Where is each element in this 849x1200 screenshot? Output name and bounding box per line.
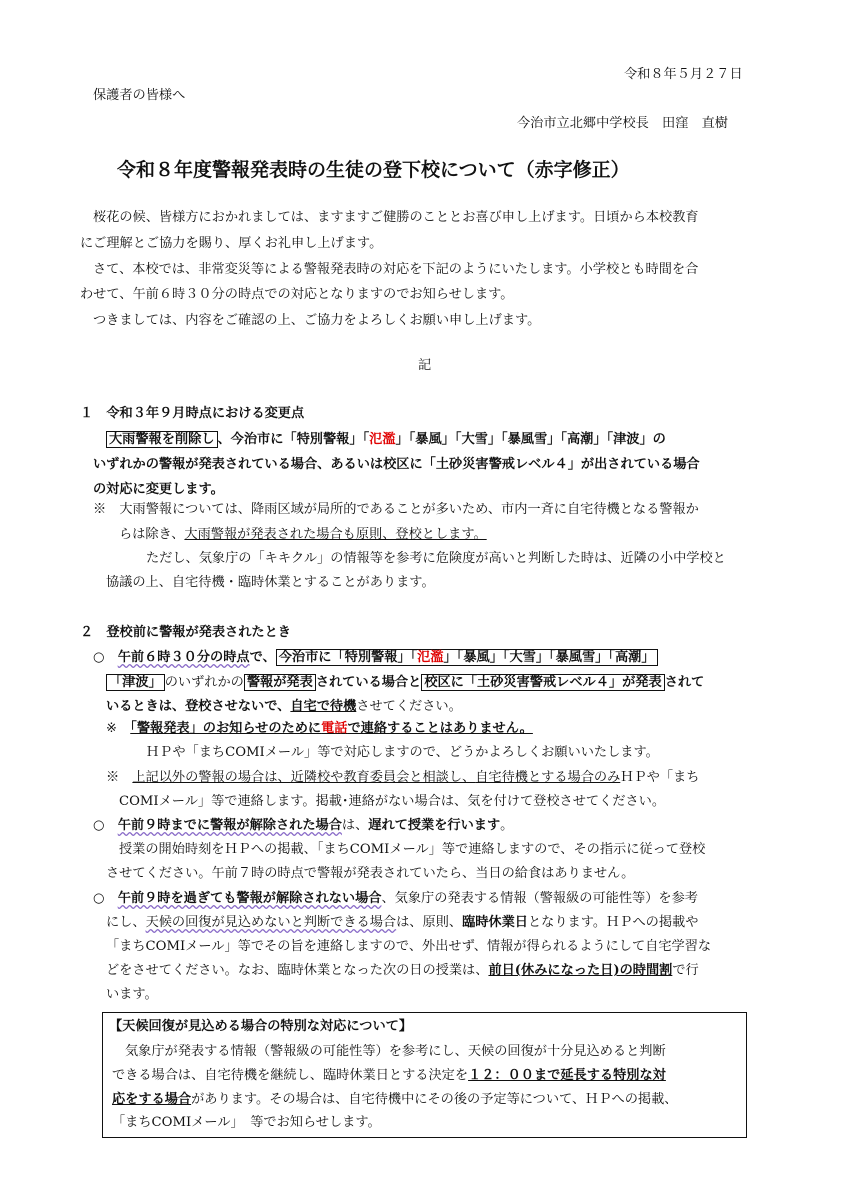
text: で、 bbox=[249, 650, 276, 665]
underlined-text: 応をする場合 bbox=[112, 1092, 192, 1107]
boxed-text: 校区に「土砂災害警戒レベル４」が発表 bbox=[421, 674, 664, 691]
section-2-case-2-line-2: 授業の開始時刻をＨＰへの掲載、「まちCOMIメール」等で連絡しますので、その指示に従って登校 bbox=[119, 842, 706, 857]
section-2-note-2-line-2: COMIメール」等で連絡します。掲載･連絡がない場合は、気を付けて登校させてください。 bbox=[119, 794, 666, 809]
section-2-case-1-line-2 bbox=[106, 675, 704, 691]
boxed-text: 「津波」 bbox=[106, 674, 165, 691]
wavy-text: 天候の回復が見込めないと判断できる場合 bbox=[145, 915, 397, 930]
section-1-line-3: の対応に変更します。 bbox=[93, 482, 224, 497]
ki-label: 記 bbox=[418, 358, 432, 373]
boxed-text: 大雨警報を削除し bbox=[106, 431, 218, 448]
note-mark: ※ bbox=[106, 770, 120, 785]
intro-line-1: 桜花の候、皆様方におかれましては、ますますご健勝のこととお喜び申し上げます。日頃から本校教育 bbox=[93, 210, 699, 225]
text: どをさせてください。なお、臨時休業となった次の日の授業は、 bbox=[106, 963, 489, 978]
text: させてください。 bbox=[356, 699, 462, 714]
text: は、原則、 bbox=[396, 915, 463, 930]
text: 臨時休業日 bbox=[462, 915, 528, 930]
sender: 今治市立北郷中学校長 田窪 直樹 bbox=[517, 116, 728, 131]
red-text: 氾濫 bbox=[369, 432, 396, 447]
section-2-case-2-line-1 bbox=[93, 818, 513, 834]
section-1-note-4: 協議の上、自宅待機・臨時休業とすることがあります。 bbox=[106, 575, 435, 590]
underlined-text: 上記以外の警報の場合は、近隣校や教育委員会と相談し、 bbox=[132, 770, 476, 785]
section-2-case-1-line-3 bbox=[106, 699, 462, 715]
section-2-case-3-line-4 bbox=[106, 963, 699, 979]
text: にし、 bbox=[106, 915, 146, 930]
underlined-text: 大雨警報が発表された場合も原則、登校とします。 bbox=[184, 527, 487, 542]
text: されている場合と bbox=[315, 675, 422, 690]
intro-line-3: さて、本校では、非常変災等による警報発表時の対応を下記のようにいたします。小学校とも時間を合 bbox=[93, 262, 699, 277]
section-2-case-3-line-3: 「まちCOMIメール」等でその旨を連絡しますので、外出せず、情報が得られるようにして自宅学習な bbox=[106, 939, 712, 954]
text: いるときは、登校させないで、 bbox=[106, 699, 291, 714]
text: 校区に「土砂災害警戒レベル４」が出されている場合 bbox=[383, 457, 700, 472]
text: 。 bbox=[500, 818, 514, 833]
text: できる場合は、自宅待機を継続し、臨時休業日とする決定を bbox=[112, 1068, 469, 1083]
text: で連絡することはありません。 bbox=[347, 721, 533, 736]
text: があります。その場合は、自宅待機中にその後の予定等について、ＨＰへの掲載、 bbox=[191, 1092, 678, 1107]
text: ＨＰや「まち bbox=[620, 770, 700, 785]
section-1-heading: １ 令和３年９月時点における変更点 bbox=[80, 406, 305, 421]
boxed-text bbox=[276, 649, 658, 666]
section-2-case-3-line-1 bbox=[93, 891, 698, 907]
text: 「警報発表」のお知らせのために bbox=[130, 721, 322, 736]
intro-line-2: にご理解とご協力を賜り、厚くお礼申し上げます。 bbox=[80, 236, 383, 251]
wavy-text: 午前９時を過ぎても警報が解除されない場合 bbox=[117, 891, 382, 906]
section-1-note-2 bbox=[119, 527, 487, 543]
boxed-text: 警報が発表 bbox=[244, 674, 316, 691]
text: いずれかの警報が発表されている場合、あるいは bbox=[93, 457, 384, 472]
section-2-case-3-line-5: います。 bbox=[106, 987, 158, 1002]
text: のいずれかの bbox=[164, 675, 244, 690]
section-2-case-1-line-1 bbox=[93, 650, 658, 666]
section-2-note-1 bbox=[106, 721, 533, 737]
section-1-note-3: ただし、気象庁の「キキクル」の情報等を参考に危険度が高いと判断した時は、近隣の小中学校と bbox=[146, 551, 726, 566]
text: らは除き、 bbox=[119, 527, 185, 542]
note-mark: ※ bbox=[106, 721, 118, 736]
special-notice-title: 【天候回復が見込める場合の特別な対応について】 bbox=[109, 1019, 413, 1034]
section-1-note-1: ※ 大雨警報については、降雨区域が局所的であることが多いため、市内一斉に自宅待機となる警報か bbox=[93, 502, 699, 517]
section-2-note-2 bbox=[106, 770, 699, 786]
text: 、今治市に「特別警報」「 bbox=[217, 432, 370, 447]
underlined-text: １２：００まで延長する特別な対 bbox=[468, 1068, 666, 1083]
text: 、気象庁の発表する情報（警報級の可能性等）を参考 bbox=[381, 891, 698, 906]
circle-bullet: ○ bbox=[93, 650, 105, 665]
underlined-text bbox=[130, 721, 533, 736]
red-text: 電話 bbox=[321, 721, 348, 736]
section-2-note-1-sub: ＨＰや「まちCOMIメール」等で対応しますので、どうかよろしくお願いいたします。 bbox=[146, 745, 659, 760]
recipient: 保護者の皆様へ bbox=[93, 88, 186, 103]
text: となります。ＨＰへの掲載や bbox=[528, 915, 699, 930]
section-2-case-3-line-2 bbox=[106, 915, 698, 931]
text: は、 bbox=[341, 818, 369, 833]
text: 」「暴風」「大雪」「暴風雪」「高潮」「津波」の bbox=[395, 432, 666, 447]
wavy-text: 午前６時３０分の時点 bbox=[117, 650, 250, 665]
text: 」「暴風」「大雪」「暴風雪」「高潮」 bbox=[443, 650, 655, 665]
section-1-line-1 bbox=[106, 432, 666, 448]
page-title: 令和８年度警報発表時の生徒の登下校について（赤字修正） bbox=[117, 159, 630, 181]
special-notice-line-4: 「まちCOMIメール」 等でお知らせします。 bbox=[112, 1115, 381, 1130]
section-1-line-2 bbox=[93, 457, 700, 473]
wavy-text: 午前９時までに警報が解除された場合 bbox=[117, 818, 342, 833]
text: で行 bbox=[672, 963, 699, 978]
circle-bullet: ○ bbox=[93, 891, 105, 906]
text: されて bbox=[664, 675, 705, 690]
intro-line-5: つきましては、内容をご確認の上、ご協力をよろしくお願い申し上げます。 bbox=[93, 313, 541, 328]
text: 今治市に「特別警報」「 bbox=[278, 650, 418, 665]
text: 遅れて授業を行います bbox=[368, 818, 501, 833]
intro-line-4: わせて、午前６時３０分の時点での対応となりますのでお知らせします。 bbox=[80, 287, 514, 302]
underlined-text: 前日(休みになった日)の時間割 bbox=[488, 963, 673, 978]
special-notice-line-1: 気象庁が発表する情報（警報級の可能性等）を参考にし、天候の回復が十分見込めると判断 bbox=[125, 1044, 666, 1059]
circle-bullet: ○ bbox=[93, 818, 105, 833]
underlined-text: 自宅待機とする場合のみ bbox=[475, 770, 621, 785]
special-notice-line-3 bbox=[112, 1092, 677, 1108]
date: 令和８年５月２７日 bbox=[624, 67, 743, 82]
underlined-text: 自宅で待機 bbox=[290, 699, 357, 714]
red-text: 氾濫 bbox=[417, 650, 444, 665]
section-2-heading: ２ 登校前に警報が発表されたとき bbox=[80, 625, 291, 640]
special-notice-line-2 bbox=[112, 1068, 666, 1084]
section-2-case-2-line-3: させてください。午前７時の時点で警報が発表されていたら、当日の給食はありません。 bbox=[106, 866, 635, 881]
